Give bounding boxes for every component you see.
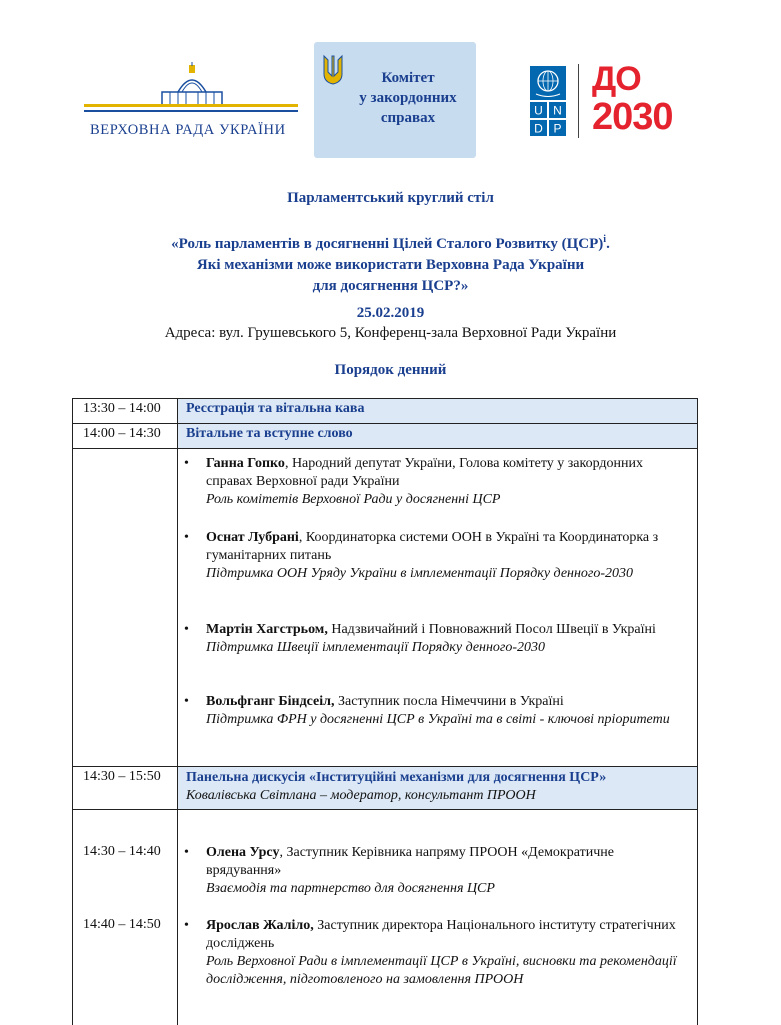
- footnote-marker: i: [603, 234, 607, 245]
- agenda-row-registration: [73, 399, 697, 424]
- bullet-icon: •: [184, 845, 189, 860]
- year-2030-text: 2030: [592, 96, 673, 138]
- welcome-speakers-row: [73, 449, 697, 767]
- event-title-line-1-text: «Роль парламентів в досягненні Цілей Сталого Розвитку (ЦСР): [171, 236, 604, 252]
- event-address: Адреса: вул. Грушевського 5, Конференц-зала Верховної Ради України: [164, 325, 617, 341]
- event-title: [0, 229, 781, 297]
- undp-letter-d: D: [534, 121, 543, 136]
- logo-blue-rule: [84, 110, 298, 112]
- speaker-role: , Народний депутат України, Голова комітету у закордонних справах Верховної ради України: [206, 456, 644, 489]
- bullet-icon: •: [184, 694, 189, 709]
- event-date: 25.02.2019: [356, 305, 425, 321]
- speaker-name: Ярослав Жаліло,: [206, 918, 314, 933]
- speaker-role: , Координаторка системи ООН в Україні та Координаторка з гуманітарних питань: [206, 530, 659, 563]
- speaker-topic: Підтримка Швеції імплементації Порядку денного-2030: [206, 640, 546, 655]
- speaker-item: [184, 917, 686, 989]
- speaker-item: [184, 455, 686, 509]
- speaker-topic: Роль Верховної Ради в імплементації ЦСР в Україні, висновки та рекомендації дослідження, підготовленого на замовлення ПРООН: [206, 954, 677, 987]
- speaker-item: [184, 693, 686, 729]
- committee-line-2: у закордонних: [359, 90, 457, 106]
- speaker-item: [184, 529, 686, 583]
- row-label: Вітальне та вступне слово: [178, 424, 697, 448]
- speaker-role: Заступник посла Німеччини в Україні: [334, 694, 564, 709]
- row-label: Панельна дискусія «Інституційні механізми для досягнення ЦСР»: [186, 770, 607, 785]
- trident-icon: [322, 54, 344, 86]
- speaker-item: [184, 844, 686, 898]
- speaker-name: Ганна Гопко: [206, 456, 285, 471]
- bullet-icon: •: [184, 456, 189, 471]
- speaker-time: 14:30 – 14:40: [83, 844, 161, 859]
- verkhovna-rada-logo: [84, 56, 298, 150]
- committee-logo: [314, 42, 476, 158]
- row-time: 13:30 – 14:00: [83, 401, 161, 416]
- undp-logo: [530, 66, 566, 136]
- moderator-line: Ковалівська Світлана – модератор, консультант ПРООН: [186, 788, 536, 803]
- speaker-time: 14:40 – 14:50: [83, 917, 161, 932]
- logo-yellow-rule: [84, 104, 298, 107]
- committee-line-1: Комітет: [381, 70, 435, 86]
- undp-letter-p: P: [553, 121, 562, 136]
- event-title-line-3: для досягнення ЦСР?»: [312, 278, 469, 294]
- bullet-icon: •: [184, 622, 189, 637]
- event-title-line-2: Які механізми може використати Верховна Рада України: [196, 257, 585, 273]
- parliament-building-icon: [160, 62, 224, 108]
- speaker-topic: Взаємодія та партнерство для досягнення ЦСР: [206, 881, 495, 896]
- committee-line-3: справах: [380, 110, 436, 126]
- committee-name: [344, 68, 472, 128]
- logo-divider: [578, 64, 579, 138]
- do-text: ДО: [592, 60, 641, 98]
- agenda-row-welcome: [73, 424, 697, 449]
- agenda-heading: Порядок денний: [334, 362, 447, 378]
- speaker-topic: Роль комітетів Верховної Ради у досягненні ЦСР: [206, 492, 501, 507]
- speaker-name: Олена Урсу: [206, 845, 280, 860]
- row-label: Ресстрація та вітальна кава: [178, 399, 697, 423]
- speaker-topic: Підтримка ФРН у досягненні ЦСР в Україні та в світі - ключові пріоритети: [206, 712, 670, 727]
- speaker-name: Мартін Хагстрьом,: [206, 622, 328, 637]
- bullet-icon: •: [184, 918, 189, 933]
- panel-speakers-area: [73, 810, 697, 1025]
- undp-letter-n: N: [553, 103, 562, 118]
- row-content: [178, 767, 697, 809]
- undp-letter-u: U: [534, 103, 543, 118]
- do-2030-logo: [590, 58, 714, 140]
- row-time: 14:30 – 15:50: [83, 769, 161, 784]
- speaker-item: [184, 621, 686, 657]
- speaker-role: , Заступник Керівника напряму ПРООН «Демократичне врядування»: [206, 845, 614, 878]
- speaker-name: Вольфганг Біндсеіл,: [206, 694, 335, 709]
- event-title-line-1-end: .: [606, 236, 610, 252]
- agenda-row-panel: [73, 767, 697, 810]
- speaker-role: Надзвичайний і Повноважний Посол Швеції в Україні: [327, 622, 656, 637]
- bullet-icon: •: [184, 530, 189, 545]
- parliament-logo-text: ВЕРХОВНА РАДА УКРАЇНИ: [90, 122, 286, 138]
- agenda-table: [72, 398, 698, 1025]
- speaker-topic: Підтримка ООН Уряду України в імплементації Порядку денного-2030: [206, 566, 634, 581]
- event-type: Парламентський круглий стіл: [287, 190, 494, 206]
- speaker-role: Заступник директора Національного інституту стратегічних досліджень: [206, 918, 676, 951]
- event-title-line-1: [0, 229, 781, 255]
- row-time: 14:00 – 14:30: [83, 426, 161, 441]
- speaker-name: Оснат Лубрані: [206, 530, 299, 545]
